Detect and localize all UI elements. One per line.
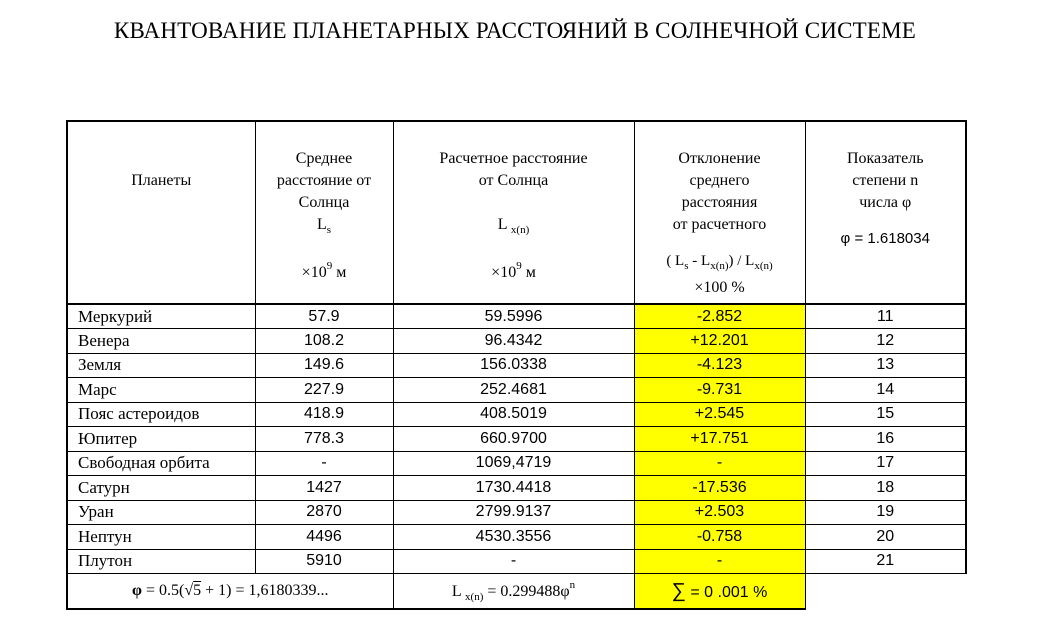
- mean-distance-cell: 227.9: [255, 378, 393, 403]
- table-row: [67, 476, 966, 501]
- header-deviation: Отклонение среднего расстояния от расчетного ( $L_s - L_{x(n)}) / L_{x(n)}$ ×100 %: [634, 121, 805, 304]
- mean-distance-cell: 1427: [255, 476, 393, 501]
- planet-name-cell: Пояс астероидов: [67, 402, 255, 427]
- calculated-distance-cell: 408.5019: [393, 402, 634, 427]
- calculated-distance-cell: 96.4342: [393, 329, 634, 354]
- calculated-distance-cell: 59.5996: [393, 304, 634, 329]
- table-row: [67, 402, 966, 427]
- table-row: [67, 451, 966, 476]
- deviation-cell: +12.201: [634, 329, 805, 354]
- planet-name-cell: Меркурий: [67, 304, 255, 329]
- exponent-cell: 19: [805, 500, 966, 525]
- deviation-cell: -: [634, 451, 805, 476]
- mean-distance-cell: 778.3: [255, 427, 393, 452]
- planet-name-cell: Уран: [67, 500, 255, 525]
- header-calculated-distance: Расчетное расстояние от Солнца L $_{x(n)}$ $\times 10^9$ м: [393, 121, 634, 304]
- planet-name-cell: Сатурн: [67, 476, 255, 501]
- exponent-cell: 12: [805, 329, 966, 354]
- deviation-cell: -4.123: [634, 353, 805, 378]
- header-mean-distance: Среднее расстояние от Солнца $L_s$ $\times 10^9$ м: [255, 121, 393, 304]
- exponent-cell: 14: [805, 378, 966, 403]
- table-row: [67, 329, 966, 354]
- table-footer-row: [67, 574, 966, 610]
- planet-name-cell: Земля: [67, 353, 255, 378]
- table-row: [67, 427, 966, 452]
- deviation-cell: -2.852: [634, 304, 805, 329]
- header-planets: Планеты: [67, 121, 255, 304]
- planet-name-cell: Юпитер: [67, 427, 255, 452]
- table-header-row: [67, 121, 966, 304]
- deviation-cell: -: [634, 549, 805, 574]
- planet-name-cell: Плутон: [67, 549, 255, 574]
- deviation-cell: -0.758: [634, 525, 805, 550]
- deviation-cell: +2.545: [634, 402, 805, 427]
- exponent-cell: 13: [805, 353, 966, 378]
- table-row: [67, 500, 966, 525]
- deviation-cell: -9.731: [634, 378, 805, 403]
- calculated-distance-cell: -: [393, 549, 634, 574]
- calculated-distance-cell: 1069,4719: [393, 451, 634, 476]
- exponent-cell: 16: [805, 427, 966, 452]
- exponent-cell: 15: [805, 402, 966, 427]
- table-row: [67, 304, 966, 329]
- calculated-distance-cell: 156.0338: [393, 353, 634, 378]
- mean-distance-cell: 5910: [255, 549, 393, 574]
- calculated-distance-cell: 1730.4418: [393, 476, 634, 501]
- planetary-distances-table: [66, 120, 967, 610]
- table-row: [67, 525, 966, 550]
- exponent-cell: 20: [805, 525, 966, 550]
- table-row: [67, 353, 966, 378]
- deviation-cell: +17.751: [634, 427, 805, 452]
- footer-lx-formula: L $_{x(n)} = 0.299488\varphi^n$: [393, 574, 634, 610]
- header-exponent: Показатель степени n числа φ φ = 1.618034: [805, 121, 966, 304]
- exponent-cell: 18: [805, 476, 966, 501]
- planet-name-cell: Нептун: [67, 525, 255, 550]
- planet-name-cell: Марс: [67, 378, 255, 403]
- exponent-cell: 17: [805, 451, 966, 476]
- planet-name-cell: Венера: [67, 329, 255, 354]
- exponent-cell: 11: [805, 304, 966, 329]
- mean-distance-cell: 2870: [255, 500, 393, 525]
- deviation-cell: -17.536: [634, 476, 805, 501]
- calculated-distance-cell: 2799.9137: [393, 500, 634, 525]
- footer-empty: [805, 574, 966, 610]
- table-row: [67, 378, 966, 403]
- calculated-distance-cell: 252.4681: [393, 378, 634, 403]
- exponent-cell: 21: [805, 549, 966, 574]
- calculated-distance-cell: 4530.3556: [393, 525, 634, 550]
- mean-distance-cell: 57.9: [255, 304, 393, 329]
- mean-distance-cell: 4496: [255, 525, 393, 550]
- calculated-distance-cell: 660.9700: [393, 427, 634, 452]
- mean-distance-cell: 149.6: [255, 353, 393, 378]
- mean-distance-cell: 108.2: [255, 329, 393, 354]
- mean-distance-cell: -: [255, 451, 393, 476]
- mean-distance-cell: 418.9: [255, 402, 393, 427]
- footer-sum: ∑ = 0 .001 %: [634, 574, 805, 610]
- table-row: [67, 549, 966, 574]
- planet-name-cell: Свободная орбита: [67, 451, 255, 476]
- footer-phi-formula: φ = 0.5(√5 + 1) = 1,6180339...: [67, 574, 393, 610]
- deviation-cell: +2.503: [634, 500, 805, 525]
- page-title: КВАНТОВАНИЕ ПЛАНЕТАРНЫХ РАССТОЯНИЙ В СОЛНЕЧНОЙ СИСТЕМЕ: [113, 18, 917, 43]
